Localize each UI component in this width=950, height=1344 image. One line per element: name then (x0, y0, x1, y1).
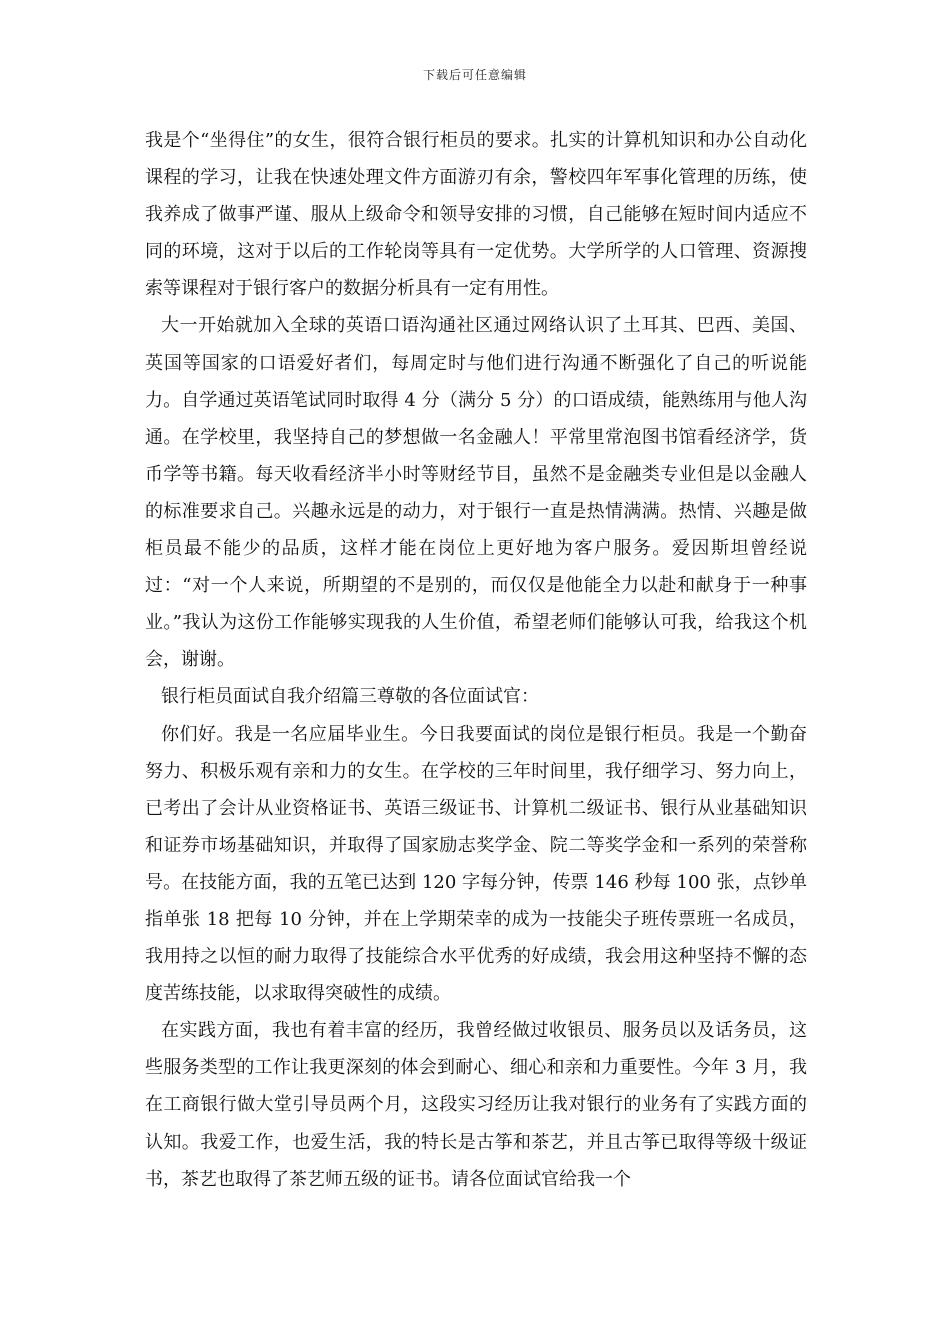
paragraph-2: 大一开始就加入全球的英语口语沟通社区通过网络认识了土耳其、巴西、美国、英国等国家的口语爱好者们，每周定时与他们进行沟通不断强化了自己的听说能力。自学通过英语笔试同时取得 4 分（满分 5 分）的口语成绩，能熟练用与他人沟通。在学校里，我坚持自己的梦想做一名金融人！平常里常泡图书馆看经济学，货币学等书籍。每天收看经济半小时等财经节目，虽然不是金融类专业但是以金融人的标准要求自己。兴趣永远是的动力，对于银行一直是热情满满。热情、兴趣是做柜员最不能少的品质，这样才能在岗位上更好地为客户服务。爱因斯坦曾经说过：“对一个人来说，所期望的不是别的，而仅仅是他能全力以赴和献身于一种事业。”我认为这份工作能够实现我的人生价值，希望老师们能够认可我，给我这个机会，谢谢。 (145, 315, 807, 671)
paragraph-5: 在实践方面，我也有着丰富的经历，我曾经做过收银员、服务员以及话务员，这些服务类型的工作让我更深刻的体会到耐心、细心和亲和力重要性。今年 3 月，我在工商银行做大堂引导员两个月，这段实习经历让我对银行的业务有了实践方面的认知。我爱工作，也爱生活，我的特长是古筝和茶艺，并且古筝已取得等级十级证书，茶艺也取得了茶艺师五级的证书。请各位面试官给我一个 (145, 1020, 807, 1190)
paragraph-4: 你们好。我是一名应届毕业生。今日我要面试的岗位是银行柜员。我是一个勤奋努力、积极乐观有亲和力的女生。在学校的三年时间里，我仔细学习、努力向上，已考出了会计从业资格证书、英语三级证书、计算机二级证书、银行从业基础知识和证券市场基础知识，并取得了国家励志奖学金、院二等奖学金和一系列的荣誉称号。在技能方面，我的五笔已达到 120 字每分钟，传票 146 秒每 100 张，点钞单指单张 18 把每 10 分钟，并在上学期荣幸的成为一技能尖子班传票班一名成员，我用持之以恒的耐力取得了技能综合水平优秀的好成绩，我会用这种坚持不懈的态度苦练技能，以求取得突破性的成绩。 (145, 723, 807, 1005)
paragraph-3: 银行柜员面试自我介绍篇三尊敬的各位面试官： (161, 686, 539, 708)
document-body (145, 122, 807, 1198)
page-header: 下载后可任意编辑 (422, 68, 527, 82)
paragraph-1: 我是个“坐得住”的女生，很符合银行柜员的要求。扎实的计算机知识和办公自动化课程的学习，让我在快速处理文件方面游刃有余，警校四年军事化管理的历练，使我养成了做事严谨、服从上级命令和领导安排的习惯，自己能够在短时间内适应不同的环境，这对于以后的工作轮岗等具有一定优势。大学所学的人口管理、资源搜索等课程对于银行客户的数据分析具有一定有用性。 (145, 130, 807, 300)
